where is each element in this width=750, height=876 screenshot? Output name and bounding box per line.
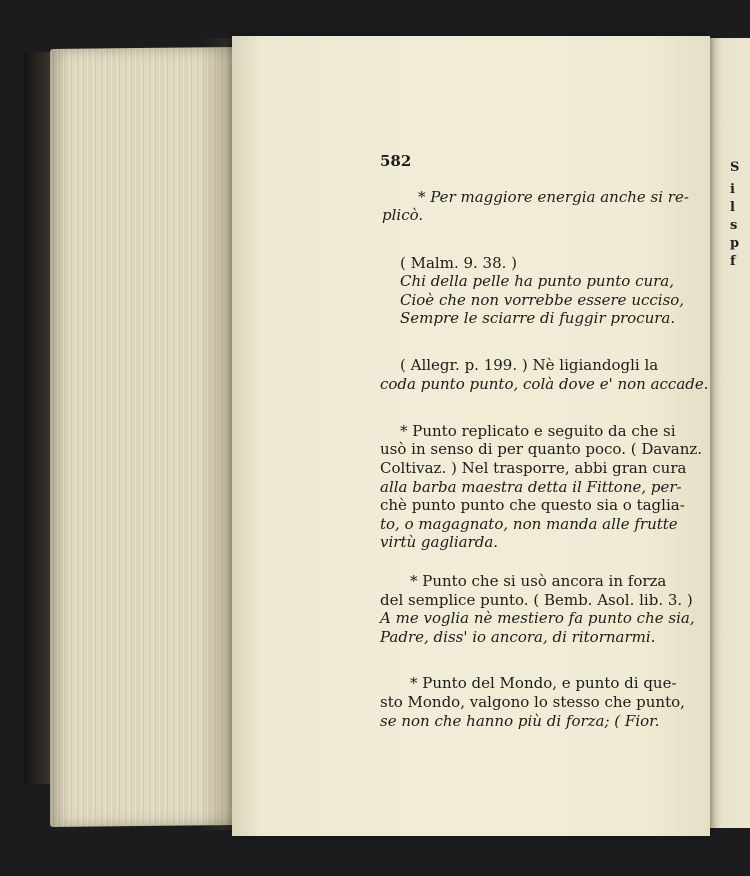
text-line: usò in senso di per quanto poco. ( Davanz. (380, 440, 703, 458)
citation-line: ( Malm. 9. 38. ) (400, 254, 518, 272)
text-line: Padre, diss' io ancora, di ritornarmi. (380, 628, 656, 646)
facing-page-edge (708, 38, 750, 828)
text-line: Coltivaz. ) Nel trasporre, abbi gran cura (380, 459, 687, 477)
text-line: plicò. (382, 206, 424, 224)
facing-page-fragment: f (730, 254, 736, 269)
verse-line: Sempre le sciarre di fuggir procura. (400, 309, 676, 327)
text-line: * Punto del Mondo, e punto di que- (410, 674, 677, 692)
facing-page-fragment: p (730, 236, 740, 251)
text-line: ( Allegr. p. 199. ) Nè ligiandogli la (400, 356, 659, 374)
page-number: 582 (380, 152, 412, 170)
text-line: * Per maggiore energia anche si re- (418, 188, 689, 206)
text-line: coda punto punto, colà dove e' non accade. (380, 375, 709, 393)
text-line: del semplice punto. ( Bemb. Asol. lib. 3. ) (380, 591, 693, 609)
facing-page-fragment: i (730, 182, 735, 197)
text-line: virtù gagliarda. (380, 533, 499, 551)
text-line: chè punto punto che questo sia o taglia- (380, 496, 685, 514)
text-line: * Punto replicato e seguito da che si (400, 422, 676, 440)
book-page (232, 36, 710, 836)
facing-page-fragment: S (730, 160, 740, 175)
text-line: alla barba maestra detta il Fittone, per- (380, 478, 682, 496)
verse-line: Cioè che non vorrebbe essere ucciso, (400, 291, 685, 309)
verse-line: Chi della pelle ha punto punto cura, (400, 272, 675, 290)
facing-page-fragment: l (730, 200, 735, 215)
text-line: sto Mondo, valgono lo stesso che punto, (380, 693, 685, 711)
text-line: to, o magagnato, non manda alle frutte (380, 515, 678, 533)
text-line: * Punto che si usò ancora in forza (410, 572, 667, 590)
facing-page-fragment: s (730, 218, 738, 233)
text-line: se non che hanno più di forza; ( Fior. (380, 712, 660, 730)
text-line: A me voglia nè mestiero fa punto che sia, (380, 609, 695, 627)
page-text (232, 36, 710, 836)
